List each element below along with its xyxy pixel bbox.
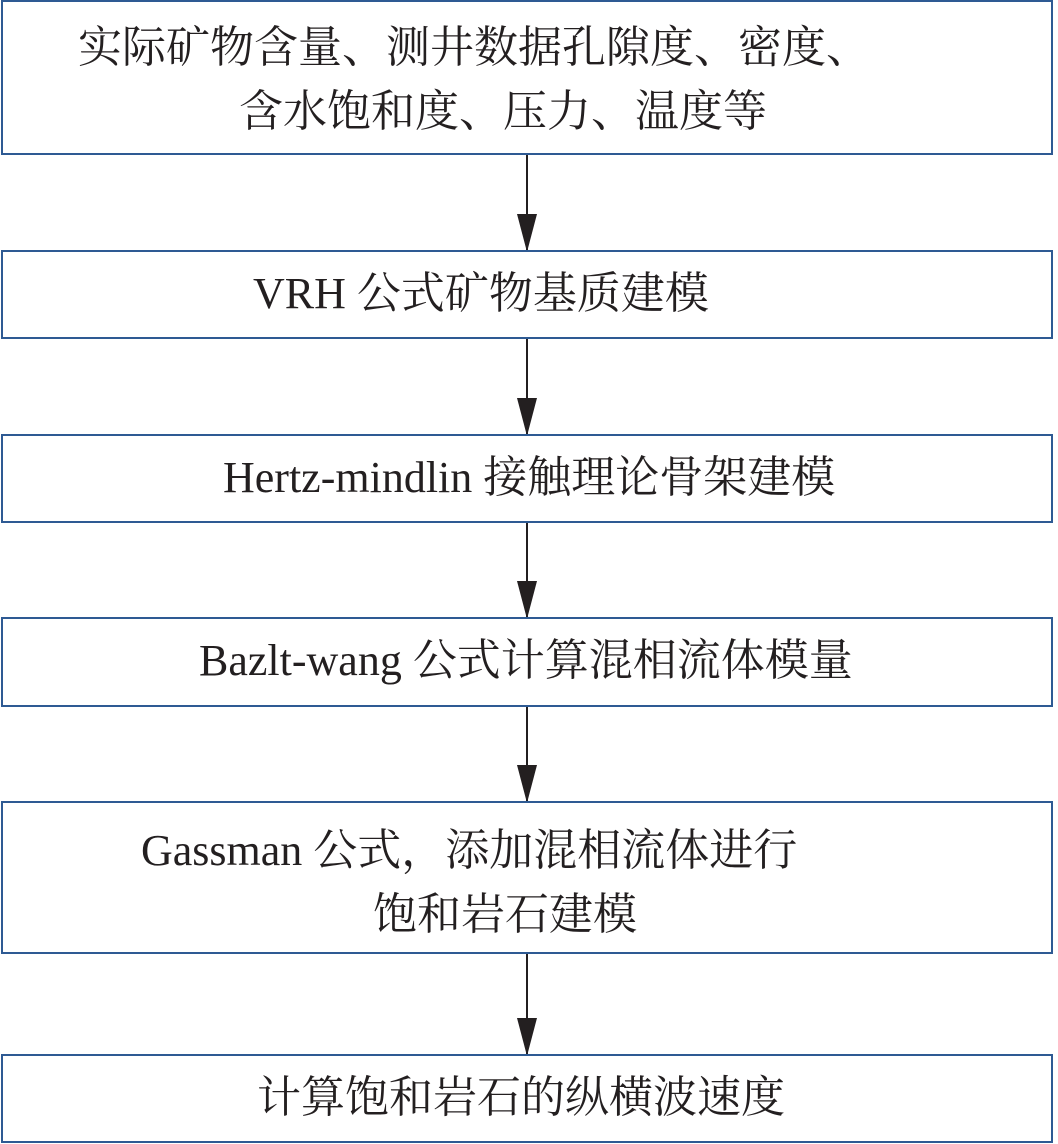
step-6-line-1: 计算饱和岩石的纵横波速度 [257,1073,785,1122]
step-5-line-1: Gassman 公式，添加混相流体进行 [141,826,798,875]
step-1-box [1,0,1053,155]
arrow-2-to-3 [526,339,528,434]
arrow-5-to-6 [526,954,528,1054]
step-3-box [1,434,1053,523]
arrow-1-to-2 [526,155,528,250]
step-1-line-1: 实际矿物含量、测井数据孔隙度、密度、 [78,23,870,72]
step-2-box [1,250,1053,339]
arrow-3-to-4 [526,523,528,617]
step-5-box [1,801,1053,954]
step-4-box [1,617,1053,707]
step-1-line-2: 含水饱和度、压力、温度等 [239,87,767,136]
step-3-line-1: Hertz-mindlin 接触理论骨架建模 [223,453,836,502]
step-5-line-2: 饱和岩石建模 [373,890,637,939]
step-4-line-1: Bazlt-wang 公式计算混相流体模量 [199,636,853,685]
arrow-4-to-5 [526,707,528,801]
step-6-box [1,1054,1053,1143]
step-2-line-1: VRH 公式矿物基质建模 [253,269,709,318]
